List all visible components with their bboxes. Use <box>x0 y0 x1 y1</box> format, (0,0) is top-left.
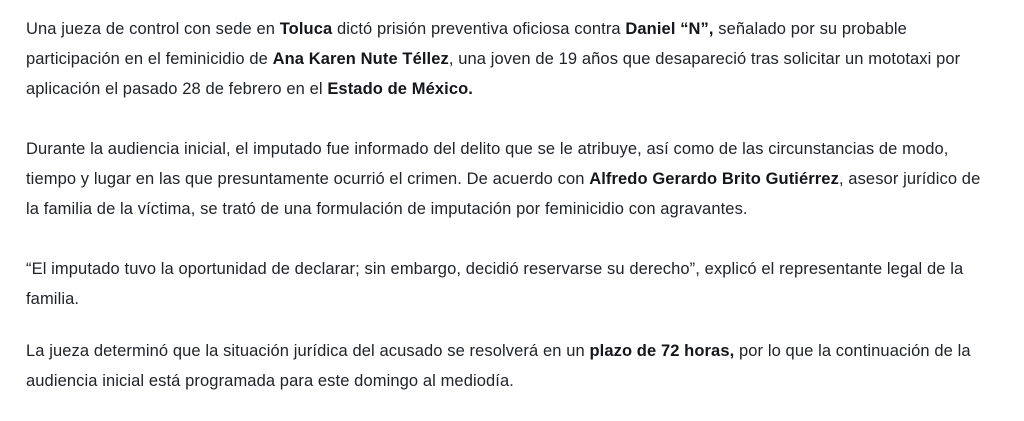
body-text: La jueza determinó que la situación jurídica del acusado se resolverá en un <box>26 342 590 360</box>
body-text: , asesor jurídico de la familia de la víctima, se trató de una formulación de imputación por feminicidio con agravantes. <box>26 170 981 218</box>
article-paragraph-2 <box>26 134 998 224</box>
emphasized-text: Alfredo Gerardo Brito Gutiérrez <box>589 170 839 188</box>
body-text: “El imputado tuvo la oportunidad de declarar; sin embargo, decidió reservarse su derecho”, explicó el representante legal de la familia. <box>26 260 964 308</box>
body-text: Durante la audiencia inicial, el imputado fue informado del delito que se le atribuye, así como de las circunstancias de modo, tiempo y lugar en las que presuntamente ocurrió el crimen. De acuerdo con <box>26 140 949 188</box>
emphasized-text: Ana Karen Nute Téllez <box>272 50 449 68</box>
emphasized-text: Daniel “N”, <box>625 20 714 38</box>
body-text: Una jueza de control con sede en <box>26 20 280 38</box>
body-text: por lo que la continuación de la audiencia inicial está programada para este domingo al mediodía. <box>26 342 971 390</box>
article-paragraph-4 <box>26 336 998 396</box>
body-text: dictó prisión preventiva oficiosa contra <box>332 20 626 38</box>
body-text: , una joven de 19 años que desapareció tras solicitar un mototaxi por aplicación el pasado 28 de febrero en el <box>26 50 961 98</box>
article-paragraph-1 <box>26 14 998 104</box>
emphasized-text: Estado de México. <box>327 80 473 98</box>
article-paragraph-3 <box>26 254 998 314</box>
emphasized-text: Toluca <box>279 20 333 38</box>
emphasized-text: plazo de 72 horas, <box>589 342 735 360</box>
body-text: señalado por su probable participación en el feminicidio de <box>26 20 907 68</box>
